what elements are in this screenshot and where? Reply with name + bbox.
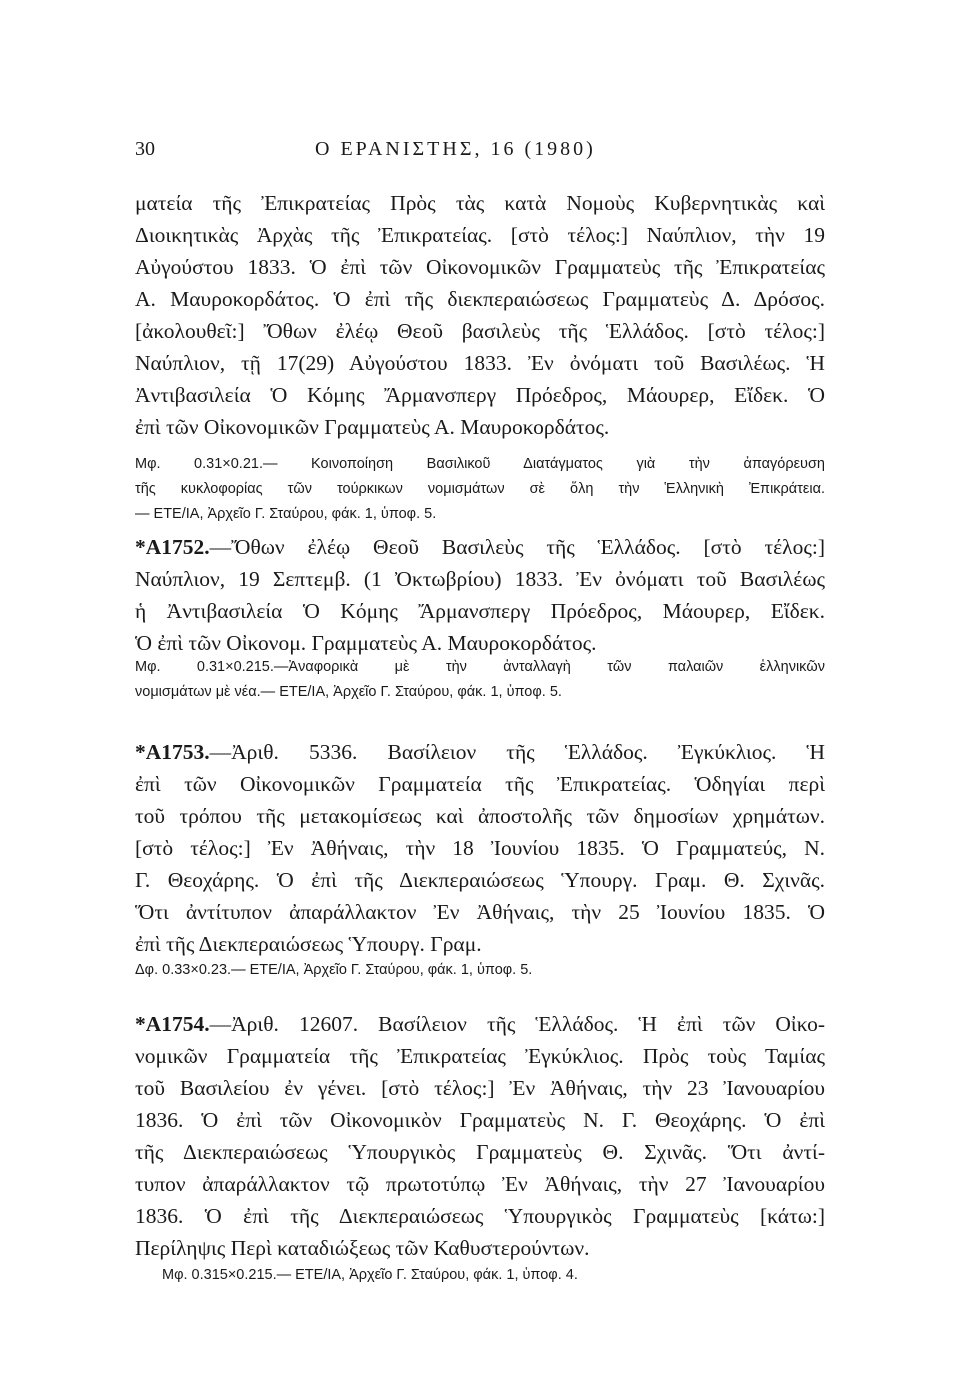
text-line (135, 531, 825, 563)
entry-a1754 (135, 1008, 825, 1264)
text-line: τῆς Διεκπεραιώσεως Ὑπουργικὸς Γραμματεὺς Θ. Σχινᾶς. Ὅτι ἀντί- (135, 1140, 825, 1164)
entry-id: *Α1753. (135, 740, 210, 764)
text-line: νομικῶν Γραμματεία τῆς Ἐπικρατείας Ἐγκύκλιος. Πρὸς τοὺς Ταμίας (135, 1044, 825, 1068)
archive-note (135, 958, 825, 983)
entry-id: *Α1754. (135, 1012, 210, 1036)
text-line (135, 1008, 825, 1040)
note-line: — ΕΤΕ/ΙΑ, Ἀρχεῖο Γ. Σταύρου, φάκ. 1, ὑποφ. 5. (135, 506, 437, 522)
entry-text: —Ὄθων ἐλέῳ Θεοῦ Βασιλεὺς τῆς Ἑλλάδος. [στὸ τέλος:] (209, 535, 825, 559)
note-line: Δφ. 0.33×0.23.— ΕΤΕ/ΙΑ, Ἀρχεῖο Γ. Σταύρου, φάκ. 1, ὑποφ. 5. (135, 962, 533, 978)
archive-note (135, 452, 825, 527)
text-line: τοῦ τρόπου τῆς μετακομίσεως καὶ ἀποστολῆς τῶν δημοσίων χρημάτων. (135, 804, 825, 828)
archive-note (162, 1263, 825, 1288)
entry-text: —Ἀριθ. 12607. Βασίλειον τῆς Ἑλλάδος. Ἡ ἐπὶ τῶν Οἰκο- (209, 1012, 825, 1036)
text-line: τυπον ἀπαράλλακτον τῷ πρωτοτύπῳ Ἐν Ἀθήναις, τὴν 27 Ἰανουαρίου (135, 1172, 825, 1196)
continuation-paragraph (135, 187, 825, 443)
text-line: Ναύπλιον, 19 Σεπτεμβ. (1 Ὀκτωβρίου) 1833. Ἐν ὀνόματι τοῦ Βασιλέως (135, 567, 825, 591)
text-line: ἐπὶ τῶν Οἰκονομικῶν Γραμματεὺς Α. Μαυροκορδάτος. (135, 415, 610, 439)
text-line: 1836. Ὁ ἐπὶ τῆς Διεκπεραιώσεως Ὑπουργικὸς Γραμματεὺς [κάτω:] (135, 1204, 825, 1228)
text-line: ματεία τῆς Ἐπικρατείας Πρὸς τὰς κατὰ Νομοὺς Κυβερνητικὰς καὶ (135, 191, 825, 215)
archive-note (135, 655, 825, 705)
page-number: 30 (135, 138, 155, 160)
text-line: [στὸ τέλος:] Ἐν Ἀθήναις, τὴν 18 Ἰουνίου 1835. Ὁ Γραμματεύς, Ν. (135, 836, 825, 860)
text-line: Ἀντιβασιλεία Ὁ Κόμης Ἄρμανσπεργ Πρόεδρος, Μάουρερ, Εἴδεκ. Ὁ (135, 383, 825, 407)
text-line: Ὁ ἐπὶ τῶν Οἰκονομ. Γραμματεὺς Α. Μαυροκορδάτος. (135, 631, 597, 655)
text-line: Ὅτι ἀντίτυπον ἀπαράλλακτον Ἐν Ἀθήναις, τὴν 25 Ἰουνίου 1835. Ὁ (135, 900, 825, 924)
entry-a1752 (135, 531, 825, 659)
entry-id: *Α1752. (135, 535, 210, 559)
text-line: ἐπὶ τῆς Διεκπεραιώσεως Ὑπουργ. Γραμ. (135, 932, 482, 956)
text-line: Α. Μαυροκορδάτος. Ὁ ἐπὶ τῆς διεκπεραιώσεως Γραμματεὺς Δ. Δρόσος. (135, 287, 825, 311)
text-line: Διοικητικὰς Ἀρχὰς τῆς Ἐπικρατείας. [στὸ τέλος:] Ναύπλιον, τὴν 19 (135, 223, 825, 247)
text-line: 1836. Ὁ ἐπὶ τῶν Οἰκονομικὸν Γραμματεὺς Ν. Γ. Θεοχάρης. Ὁ ἐπὶ (135, 1108, 825, 1132)
page-header (135, 138, 825, 164)
text-line: [ἀκολουθεῖ:] Ὄθων ἐλέῳ Θεοῦ βασιλεὺς τῆς Ἑλλάδος. [στὸ τέλος:] (135, 319, 825, 343)
text-line (135, 736, 825, 768)
text-line: Αὐγούστου 1833. Ὁ ἐπὶ τῶν Οἰκονομικῶν Γραμματεὺς τῆς Ἐπικρατείας (135, 255, 825, 279)
entry-text: —Ἀριθ. 5336. Βασίλειον τῆς Ἑλλάδος. Ἐγκύκλιος. Ἡ (209, 740, 825, 764)
running-title: Ο ΕΡΑΝΙΣΤΗΣ, 16 (1980) (315, 138, 596, 160)
note-line: Μφ. 0.31×0.215.—Ἀναφορικὰ μὲ τὴν ἀνταλλαγὴ τῶν παλαιῶν ἑλληνικῶν (135, 659, 825, 675)
note-line: τῆς κυκλοφορίας τῶν τούρκικων νομισμάτων σὲ ὅλη τὴν Ἑλληνικὴ Ἐπικράτεια. (135, 481, 825, 497)
text-line: ἐπὶ τῶν Οἰκονομικῶν Γραμματεία τῆς Ἐπικρατείας. Ὁδηγίαι περὶ (135, 772, 825, 796)
text-line: τοῦ Βασιλείου ἐν γένει. [στὸ τέλος:] Ἐν Ἀθήναις, τὴν 23 Ἰανουαρίου (135, 1076, 825, 1100)
entry-a1753 (135, 736, 825, 960)
text-line: Ναύπλιον, τῇ 17(29) Αὐγούστου 1833. Ἐν ὀνόματι τοῦ Βασιλέως. Ἡ (135, 351, 825, 375)
note-line: νομισμάτων μὲ νέα.— ΕΤΕ/ΙΑ, Ἀρχεῖο Γ. Σταύρου, φάκ. 1, ὑποφ. 5. (135, 684, 562, 700)
text-line: Περίληψις Περὶ καταδιώξεως τῶν Καθυστερούντων. (135, 1236, 590, 1260)
note-line: Μφ. 0.315×0.215.— ΕΤΕ/ΙΑ, Ἀρχεῖο Γ. Σταύρου, φάκ. 1, ὑποφ. 4. (162, 1267, 578, 1283)
text-line: Γ. Θεοχάρης. Ὁ ἐπὶ τῆς Διεκπεραιώσεως Ὑπουργ. Γραμ. Θ. Σχινᾶς. (135, 868, 825, 892)
note-line: Μφ. 0.31×0.21.— Κοινοποίηση Βασιλικοῦ Διατάγματος γιὰ τὴν ἀπαγόρευση (135, 456, 825, 472)
text-line: ἡ Ἀντιβασιλεία Ὁ Κόμης Ἄρμανσπεργ Πρόεδρος, Μάουρερ, Εἴδεκ. (135, 599, 825, 623)
